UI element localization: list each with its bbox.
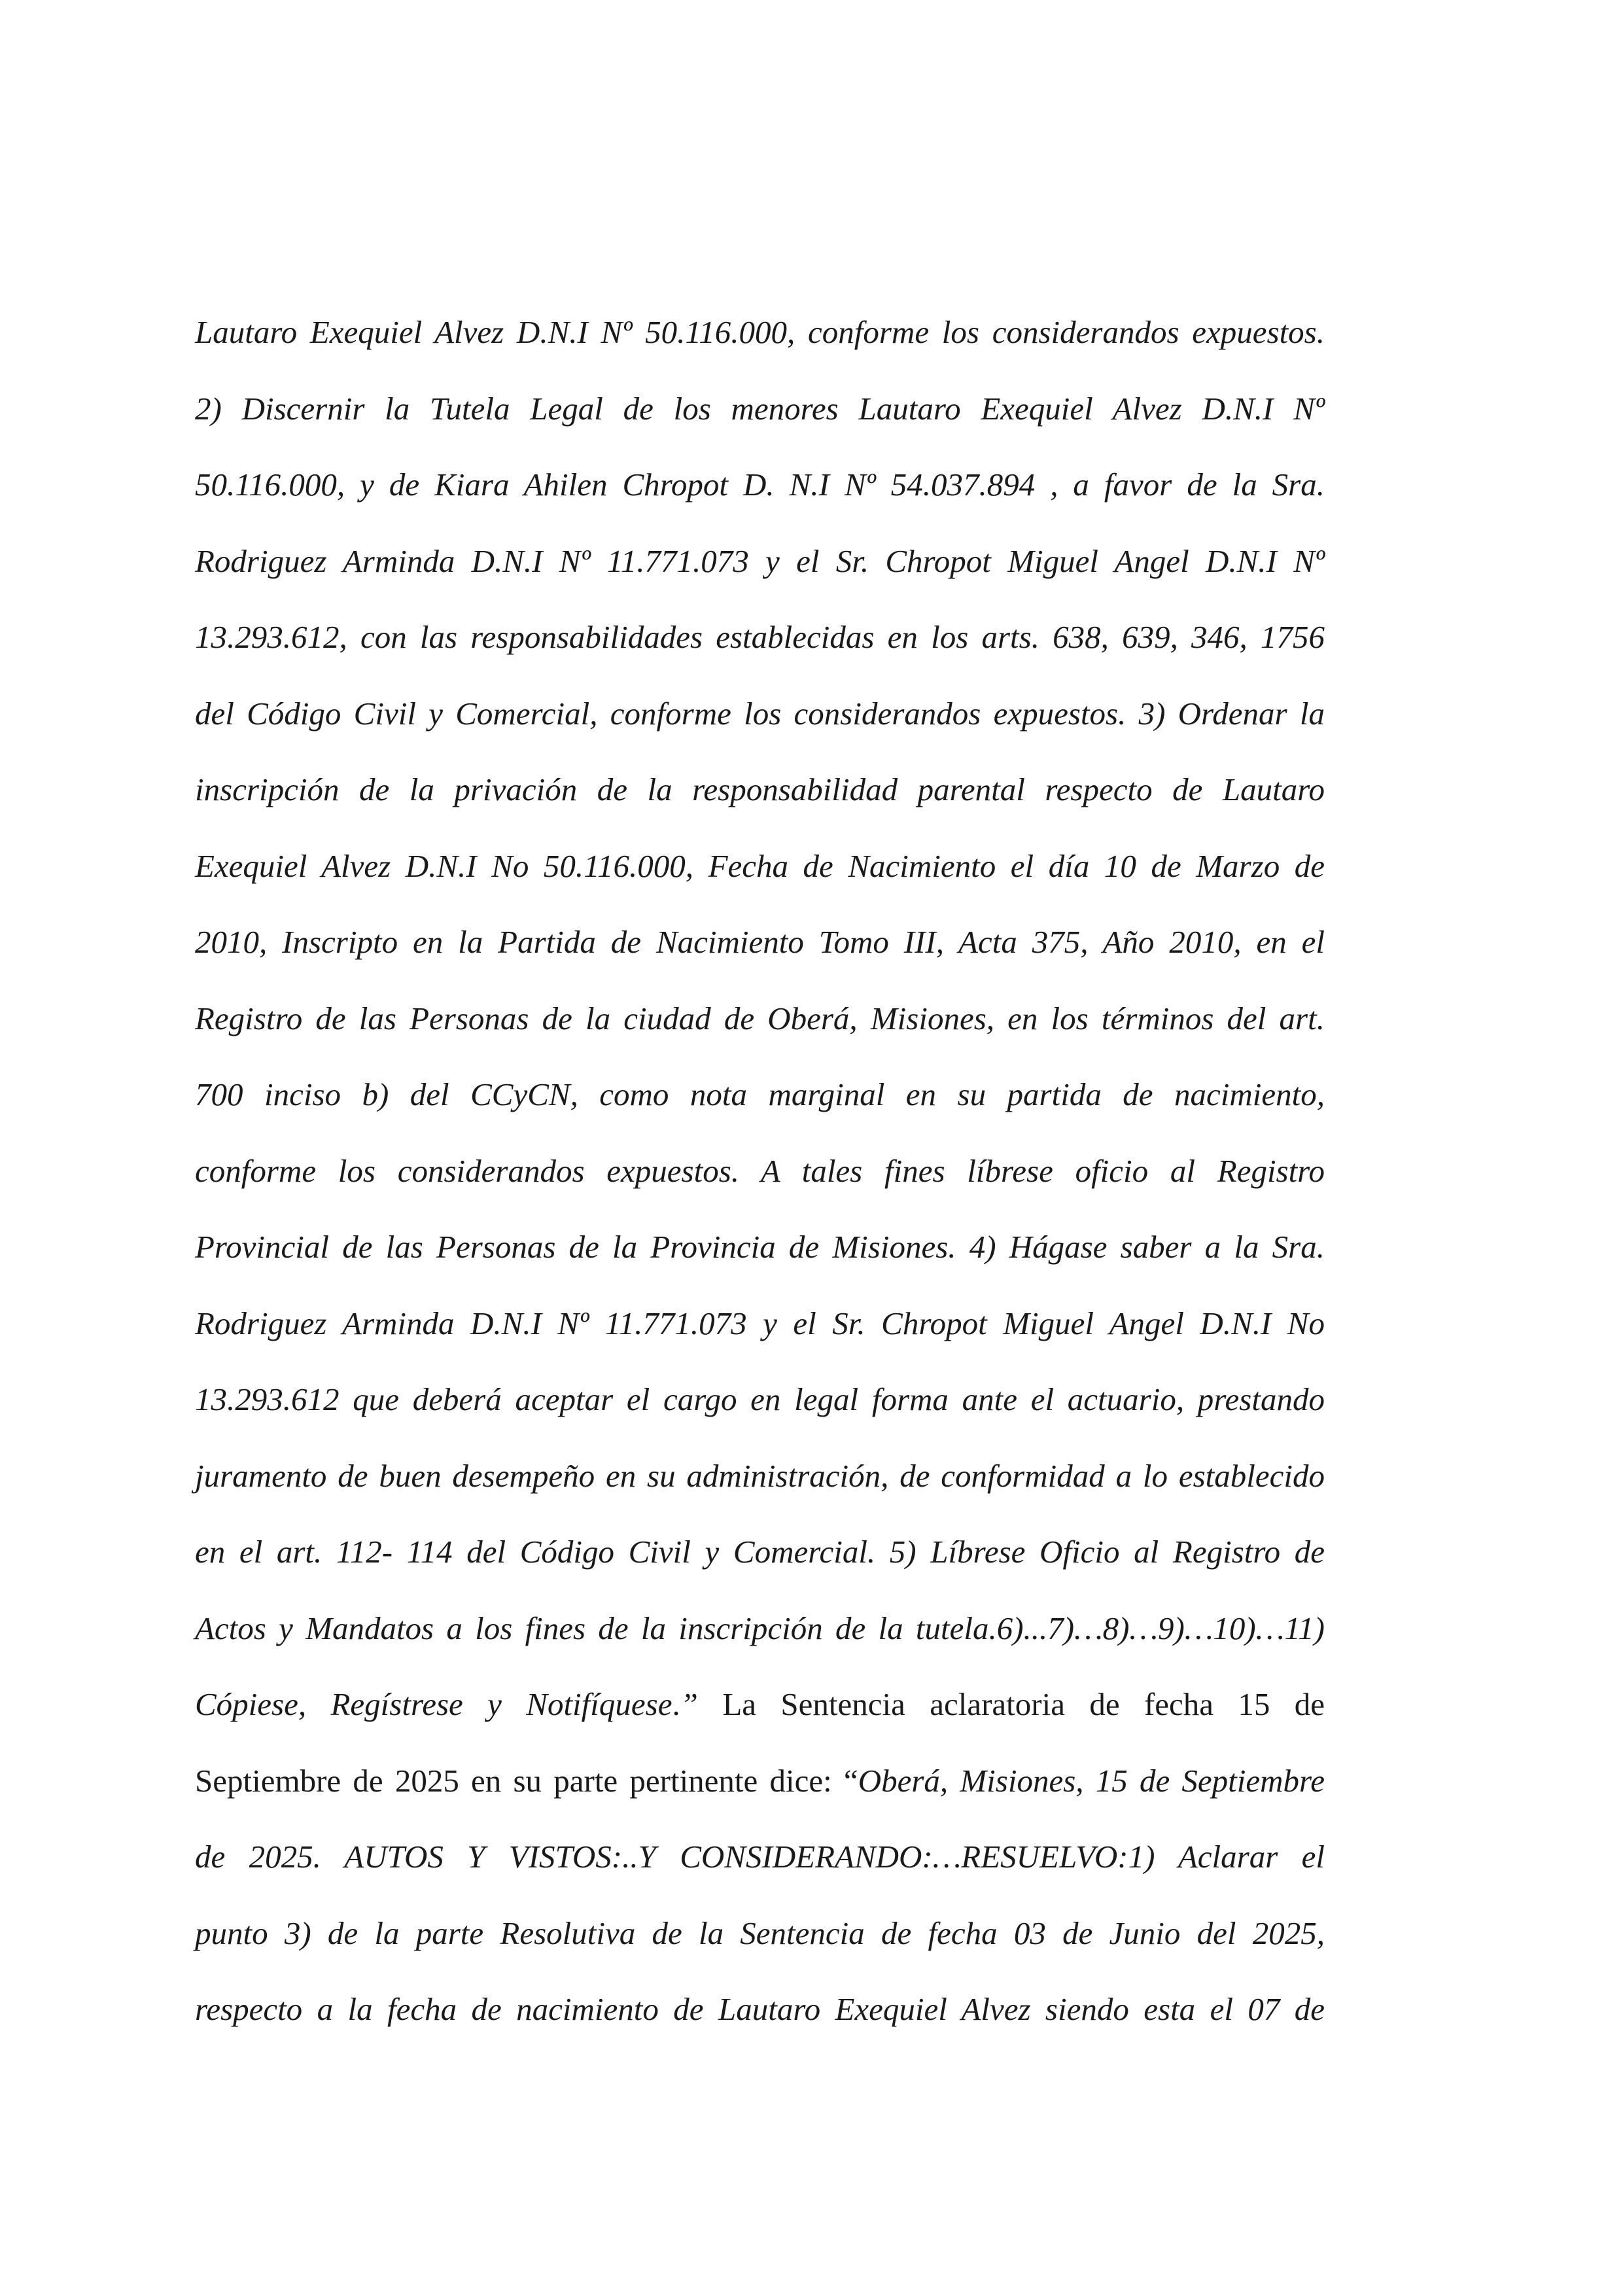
text-segment: 2) Discernir la Tutela Legal de los menores Lautaro Exequiel Alvez D.N.I Nº — [195, 390, 1325, 427]
text-segment: en el art. 112- 114 del Código Civil y Comercial. 5) Líbrese Oficio al Registro de — [195, 1534, 1325, 1570]
text-line — [195, 1139, 1325, 1215]
text-segment: respecto a la fecha de nacimiento de Lautaro Exequiel Alvez siendo esta el 07 de — [195, 1991, 1325, 2027]
text-line — [195, 986, 1325, 1063]
text-line — [195, 1519, 1325, 1596]
text-segment: juramento de buen desempeño en su administración, de conformidad a lo establecido — [195, 1457, 1325, 1494]
text-segment: Oberá, Misiones, 15 de Septiembre — [858, 1762, 1325, 1799]
text-segment: ” — [680, 1686, 698, 1722]
text-segment: Rodriguez Arminda D.N.I Nº 11.771.073 y el Sr. Chropot Miguel Angel D.N.I No — [195, 1305, 1325, 1341]
text-line — [195, 1596, 1325, 1672]
text-segment: conforme los considerandos expuestos. A tales fines líbrese oficio al Registro — [195, 1152, 1325, 1189]
text-line — [195, 757, 1325, 834]
text-line — [195, 376, 1325, 453]
text-line — [195, 1062, 1325, 1139]
text-line — [195, 1748, 1325, 1825]
text-line — [195, 834, 1325, 910]
text-segment: . — [672, 1686, 680, 1722]
text-line — [195, 1672, 1325, 1748]
text-line — [195, 1214, 1325, 1291]
document-body — [195, 300, 1325, 2053]
text-segment: Septiembre de 2025 en su parte pertinente dice: “ — [195, 1762, 858, 1799]
text-line — [195, 1291, 1325, 1368]
text-line — [195, 1367, 1325, 1443]
text-segment: punto 3) de la parte Resolutiva de la Sentencia de fecha 03 de Junio del 2025, — [195, 1915, 1325, 1951]
text-segment: 50.116.000, y de Kiara Ahilen Chropot D. N.I Nº 54.037.894 , a favor de la Sra. — [195, 467, 1325, 503]
text-line — [195, 1824, 1325, 1901]
text-segment: Actos y Mandatos a los fines de la inscripción de la tutela.6)...7)…8)…9)…10)…11) — [195, 1610, 1325, 1646]
text-line — [195, 681, 1325, 758]
text-segment: 13.293.612, con las responsabilidades establecidas en los arts. 638, 639, 346, 1756 — [195, 619, 1325, 655]
text-line — [195, 529, 1325, 605]
text-segment: 2010, Inscripto en la Partida de Nacimiento Tomo III, Acta 375, Año 2010, en el — [195, 924, 1325, 960]
text-segment: La Sentencia aclaratoria de fecha 15 de — [697, 1686, 1325, 1722]
text-segment: inscripción de la privación de la responsabilidad parental respecto de Lautaro — [195, 771, 1325, 807]
text-segment: Registro de las Personas de la ciudad de Oberá, Misiones, en los términos del art. — [195, 1000, 1325, 1036]
text-line — [195, 1977, 1325, 2053]
text-line — [195, 452, 1325, 529]
text-segment: Lautaro Exequiel Alvez D.N.I Nº 50.116.000, conforme los considerandos expuestos. — [195, 314, 1325, 350]
text-segment: de 2025. AUTOS Y VISTOS:..Y CONSIDERANDO:…RESUELVO:1) Aclarar el — [195, 1839, 1325, 1875]
text-segment: 13.293.612 que deberá aceptar el cargo en legal forma ante el actuario, prestando — [195, 1381, 1325, 1417]
text-segment: 700 inciso b) del CCyCN, como nota marginal en su partida de nacimiento, — [195, 1076, 1325, 1112]
text-line — [195, 1901, 1325, 1977]
text-segment: Cópiese, Regístrese y Notifíquese — [195, 1686, 672, 1722]
text-segment: del Código Civil y Comercial, conforme los considerandos expuestos. 3) Ordenar la — [195, 695, 1325, 732]
text-segment: Rodriguez Arminda D.N.I Nº 11.771.073 y el Sr. Chropot Miguel Angel D.N.I Nº — [195, 542, 1325, 579]
text-line — [195, 1443, 1325, 1520]
text-line — [195, 300, 1325, 376]
text-line — [195, 910, 1325, 986]
text-line — [195, 605, 1325, 681]
text-segment: Provincial de las Personas de la Provincia de Misiones. 4) Hágase saber a la Sra. — [195, 1229, 1325, 1265]
text-segment: Exequiel Alvez D.N.I No 50.116.000, Fecha de Nacimiento el día 10 de Marzo de — [195, 847, 1325, 884]
